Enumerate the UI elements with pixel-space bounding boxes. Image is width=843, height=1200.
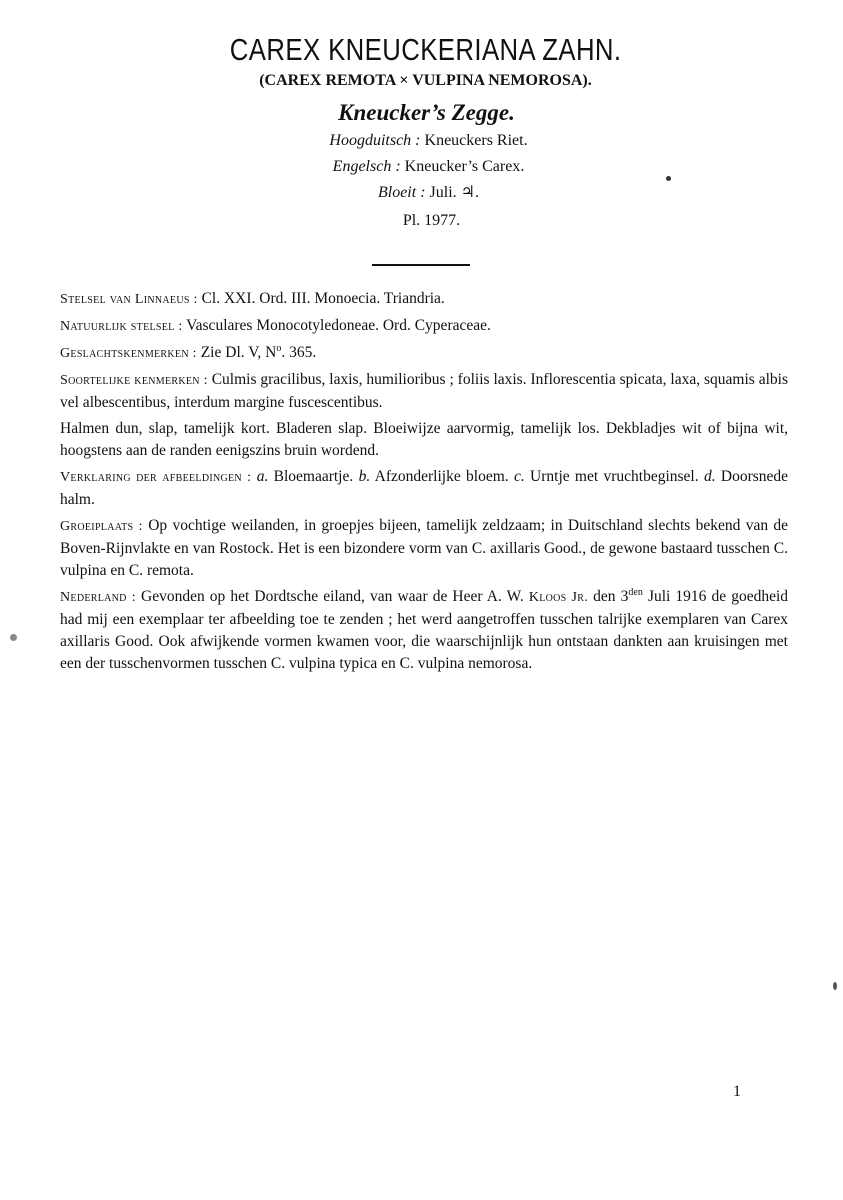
plate-number: Pl. 1977.: [402, 212, 461, 229]
print-speck: [10, 634, 17, 641]
species-paragraph: [60, 369, 788, 414]
genus-label: Geslachtskenmerken :: [60, 346, 197, 361]
genus-text-end: . 365.: [281, 344, 317, 361]
habitat-text: Op vochtige weilanden, in groepjes bijeen, tamelijk zeldzaam; in Duitschland slechts bekend van de Boven-Rijnvlakte en van Rostock. Het is een bizondere vorm van C. axillaris Good., de gewone bastaard tusschen C. vulpina en C. remota.: [60, 517, 789, 579]
linnaeus-label: Stelsel van Linnaeus :: [60, 292, 198, 307]
page-number: 1: [733, 1083, 741, 1100]
figure-d-text: Doorsnede halm.: [60, 468, 789, 508]
genus-text: Zie Dl. V, N: [200, 344, 277, 361]
dutch-common-name: Kneucker’s Zegge.: [338, 100, 515, 125]
genus-superscript: o: [276, 342, 282, 354]
header-divider: [372, 264, 470, 266]
english-name-row: [0, 154, 843, 180]
figures-label: Verklaring der afbeeldingen :: [60, 470, 252, 485]
natural-system-paragraph: [60, 315, 788, 338]
figure-c-letter: c.: [513, 468, 525, 485]
bloom-row: [0, 180, 843, 206]
dutch-description-paragraph: [60, 418, 788, 462]
netherlands-text-rest: Juli 1916 de goedheid had mij een exemplaar ter afbeelding toe te zenden ; het werd aangetroffen tusschen talrijke exemplaren van Carex axillaris Good. Ook afwijkende vormen kwamen voor, die waarschijnlijk hun ontstaan dankten aan kruisingen met een der tusschenvormen tusschen C. vulpina typica en C. vulpina nemorosa.: [60, 588, 789, 672]
dutch-description-text: Halmen dun, slap, tamelijk kort. Bladeren slap. Bloeiwijze aarvormig, tamelijk los. Dekbladjes wit of bijna wit, hoogstens aan de randen eenigszins bruin wordend.: [60, 420, 788, 459]
figure-a-letter: a.: [256, 468, 269, 485]
bloom-label: Bloeit :: [377, 184, 426, 201]
netherlands-paragraph: [60, 586, 788, 675]
english-label: Engelsch :: [332, 158, 401, 175]
hybrid-formula: (CAREX REMOTA × VULPINA NEMOROSA).: [259, 72, 592, 89]
netherlands-label: Nederland :: [60, 590, 136, 605]
figures-paragraph: [60, 466, 788, 511]
english-value: Kneucker’s Carex.: [404, 158, 525, 175]
species-label: Soortelijke kenmerken :: [60, 373, 208, 388]
linnaeus-text: Cl. XXI. Ord. III. Monoecia. Triandria.: [201, 290, 445, 307]
german-name-row: [0, 128, 843, 154]
natural-system-label: Natuurlijk stelsel :: [60, 319, 183, 334]
figure-b-text: Afzonderlijke bloem.: [374, 468, 509, 485]
body-text: [60, 288, 788, 679]
german-value: Kneuckers Riet.: [424, 132, 528, 149]
figure-a-text: Bloemaartje.: [273, 468, 354, 485]
genus-paragraph: [60, 342, 788, 365]
page-title: CAREX KNEUCKERIANA ZAHN.: [229, 32, 622, 67]
header-block: [0, 30, 843, 234]
natural-system-text: Vasculares Monocotyledoneae. Ord. Cyperaceae.: [186, 317, 491, 334]
habitat-paragraph: [60, 515, 788, 582]
bloom-value: Juli. ♃.: [429, 184, 479, 201]
habitat-label: Groeiplaats :: [60, 519, 143, 534]
figure-d-letter: d.: [703, 468, 716, 485]
figure-b-letter: b.: [358, 468, 371, 485]
netherlands-text: Gevonden op het Dordtsche eiland, van waar de Heer A. W.: [141, 588, 524, 605]
collector-name: Kloos Jr.: [528, 590, 589, 605]
print-speck: [666, 176, 671, 181]
print-speck: [833, 982, 837, 990]
german-label: Hoogduitsch :: [329, 132, 421, 149]
figure-c-text: Urntje met vruchtbeginsel.: [530, 468, 699, 485]
date-superscript: den: [628, 586, 643, 598]
netherlands-date: den 3: [593, 588, 629, 605]
species-text: Culmis gracilibus, laxis, humilioribus ; foliis laxis. Inflorescentia spicata, laxa, squamis albis vel albescentibus, interdum margine fuscescentibus.: [60, 371, 788, 411]
linnaeus-paragraph: [60, 288, 788, 311]
